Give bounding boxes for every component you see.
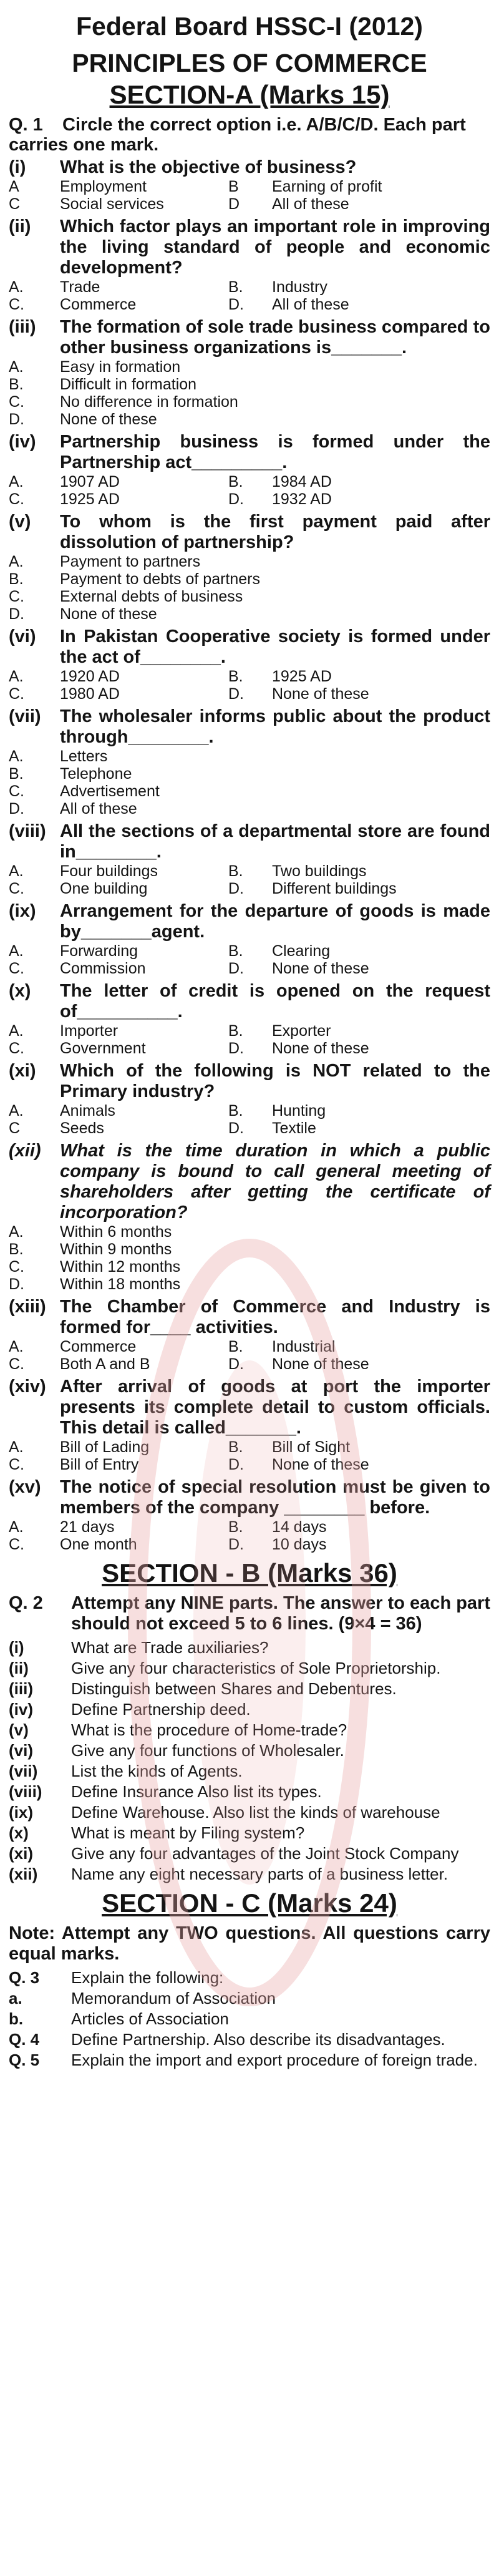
option-text: All of these [60,800,137,817]
part-number: (vi) [9,1741,33,1760]
option-text: Both A and B [60,1355,150,1373]
option-text: 1980 AD [60,685,120,703]
option-text: 1925 AD [60,490,120,508]
part-number: (xi) [9,1844,33,1863]
mcq-question: What is the objective of business? [60,157,357,177]
option-letter: B. [228,1102,243,1120]
mcq-item [9,1477,490,1553]
option-letter: D. [9,800,24,817]
option-text: Within 6 months [60,1223,172,1241]
section-a-title: SECTION-A (Marks 15) [109,80,390,109]
q2-parts [9,1638,490,1883]
mcq-options [9,1022,490,1057]
option-text: Within 12 months [60,1258,181,1276]
mcq-stem [9,1477,490,1518]
option-letter: D. [228,960,244,977]
option-text: Forwarding [60,942,138,960]
option-letter: C. [9,1040,24,1057]
mcq-options [9,942,490,977]
part-number: (x) [9,1823,29,1842]
q2-number: Q. 2 [9,1593,43,1613]
mcq-item [9,981,490,1057]
option-text: Bill of Entry [60,1456,139,1473]
q2-part [9,1782,490,1801]
mcq-stem [9,821,490,862]
part-number: (viii) [9,1782,42,1801]
part-text: Give any four functions of Wholesaler. [71,1741,344,1760]
option-letter: A. [9,942,24,960]
option-letter: D [228,195,240,213]
option-letter: D. [228,1355,244,1373]
option-text: Exporter [272,1022,331,1040]
option-text: Two buildings [272,862,367,880]
q2-part [9,1659,490,1677]
option-letter: B. [9,376,24,393]
section-c-note-text: Note: Attempt any TWO questions. All questions carry equal marks. [9,1923,490,1964]
option-letter: D. [228,880,244,897]
part-text: Define Warehouse. Also list the kinds of warehouse [71,1803,440,1822]
q2-part [9,1844,490,1863]
item-text: Explain the following: [71,1968,224,1987]
option-letter: B. [228,942,243,960]
mcq-stem [9,432,490,473]
mcq-item [9,512,490,623]
section-c-item [9,1989,490,2008]
option-letter: B [228,178,239,195]
mcq-question: All the sections of a departmental store are found in________. [60,821,490,862]
option-text: 10 days [272,1536,327,1553]
option-letter: D. [228,1120,244,1137]
option-letter: D. [228,490,244,508]
mcq-item [9,1061,490,1137]
section-c-items [9,1968,490,2069]
mcq-options [9,1518,490,1553]
option-letter: A. [9,862,24,880]
mcq-item [9,317,490,428]
option-text: Importer [60,1022,119,1040]
section-b-title: SECTION - B (Marks 36) [102,1558,397,1588]
option-letter: C. [9,685,24,703]
option-text: Payment to partners [60,553,201,570]
option-text: Industrial [272,1338,336,1355]
option-letter: D. [9,1276,24,1293]
mcq-stem [9,981,490,1022]
option-letter: B. [228,1438,243,1456]
mcq-number: (ix) [9,901,36,921]
section-c-item [9,2009,490,2028]
part-text: Define Insurance Also list its types. [71,1782,322,1801]
option-letter: D. [9,605,24,623]
option-text: Social services [60,195,164,213]
option-letter: C [9,1120,21,1137]
option-letter: B. [228,1338,243,1355]
option-text: None of these [272,685,369,703]
option-letter: A [9,178,19,195]
mcq-stem [9,157,490,178]
mcq-question: Partnership business is formed under the Partnership act_________. [60,432,490,472]
mcq-options [9,473,490,508]
option-text: Letters [60,748,108,765]
option-letter: D. [228,296,244,313]
section-c-item [9,2030,490,2049]
mcq-number: (x) [9,981,31,1001]
mcq-number: (xiii) [9,1297,46,1317]
q2-text: Attempt any NINE parts. The answer to each part should not exceed 5 to 6 lines. (9×4 = 36) [71,1593,490,1634]
option-letter: B. [9,570,24,588]
mcq-options [9,1438,490,1473]
option-letter: C [9,195,21,213]
option-text: 1920 AD [60,668,120,685]
option-text: Within 9 months [60,1241,172,1258]
mcq-options [9,668,490,703]
mcq-question: In Pakistan Cooperative society is formed under the act of________. [60,627,490,667]
mcq-number: (vi) [9,627,36,646]
mcq-number: (xii) [9,1141,41,1161]
part-number: (iv) [9,1700,33,1719]
part-number: (ii) [9,1659,29,1677]
option-letter: D. [228,1040,244,1057]
mcq-list [9,157,490,1553]
part-text: Name any eight necessary parts of a business letter. [71,1865,448,1883]
part-text: What is meant by Filing system? [71,1823,305,1842]
option-text: Earning of profit [272,178,382,195]
option-letter: B. [228,1022,243,1040]
option-letter: C. [9,296,24,313]
option-letter: A. [9,1223,24,1241]
option-letter: B. [9,765,24,783]
mcq-options [9,862,490,897]
option-letter: A. [9,553,24,570]
option-text: None of these [60,605,157,623]
option-text: No difference in formation [60,393,238,411]
mcq-number: (xv) [9,1477,41,1497]
mcq-options [9,178,490,213]
mcq-question: The letter of credit is opened on the request of__________. [60,981,490,1022]
option-letter: C. [9,490,24,508]
option-letter: A. [9,748,24,765]
mcq-number: (v) [9,512,31,532]
option-text: Easy in formation [60,358,181,376]
option-text: Seeds [60,1120,104,1137]
option-letter: C. [9,880,24,897]
option-text: Employment [60,178,147,195]
option-letter: B. [228,668,243,685]
option-text: Hunting [272,1102,326,1120]
option-letter: A. [9,1102,24,1120]
option-text: Industry [272,278,327,296]
option-text: None of these [272,960,369,977]
mcq-stem [9,1377,490,1438]
part-number: (ix) [9,1803,33,1822]
mcq-options [9,1338,490,1373]
option-text: Clearing [272,942,331,960]
option-text: Payment to debts of partners [60,570,261,588]
q2-part [9,1741,490,1760]
option-text: 1932 AD [272,490,332,508]
option-text: External debts of business [60,588,243,605]
option-letter: D. [9,411,24,428]
section-c-item [9,1968,490,1987]
option-letter: A. [9,1022,24,1040]
part-number: (i) [9,1638,24,1657]
mcq-options [9,278,490,313]
mcq-question: Which factor plays an important role in improving the living standard of people and economic development? [60,217,490,278]
q2-part [9,1865,490,1883]
option-letter: C. [9,783,24,800]
mcq-number: (iii) [9,317,36,337]
option-letter: B. [228,278,243,296]
part-text: Distinguish between Shares and Debentures. [71,1679,397,1698]
option-text: Bill of Sight [272,1438,351,1456]
option-text: Trade [60,278,100,296]
q2-part [9,1803,490,1822]
mcq-number: (xiv) [9,1377,46,1397]
option-letter: C. [9,1536,24,1553]
section-c-item [9,2051,490,2069]
mcq-options [9,1223,490,1293]
mcq-stem [9,1061,490,1102]
mcq-question: The notice of special resolution must be given to members of the company ________ before. [60,1477,490,1518]
mcq-options [9,358,490,428]
item-number: b. [9,2009,24,2028]
mcq-item [9,217,490,313]
mcq-question: Which of the following is NOT related to the Primary industry? [60,1061,490,1101]
option-letter: C. [9,960,24,977]
mcq-stem [9,706,490,748]
item-text: Explain the import and export procedure of foreign trade. [71,2051,478,2069]
item-text: Memorandum of Association [71,1989,276,2008]
q2-heading [9,1593,490,1634]
part-number: (v) [9,1720,29,1739]
q2-part [9,1720,490,1739]
option-letter: A. [9,473,24,490]
option-text: Four buildings [60,862,158,880]
option-letter: A. [9,358,24,376]
part-text: List the kinds of Agents. [71,1762,243,1780]
mcq-item [9,1377,490,1473]
item-number: a. [9,1989,22,2008]
option-text: Within 18 months [60,1276,181,1293]
mcq-item [9,821,490,897]
item-text: Define Partnership. Also describe its disadvantages. [71,2030,445,2049]
mcq-question: The wholesaler informs public about the product through________. [60,706,490,747]
section-c-note [9,1923,490,1964]
option-text: Animals [60,1102,115,1120]
option-text: Telephone [60,765,132,783]
option-letter: C. [9,1258,24,1276]
mcq-stem [9,217,490,278]
mcq-question: What is the time duration in which a public company is bound to call general meeting of shareholders after getting the certificate of incorporation? [60,1141,490,1222]
q2-part [9,1638,490,1657]
option-text: 1925 AD [272,668,332,685]
mcq-number: (vii) [9,706,41,726]
mcq-number: (ii) [9,217,31,237]
subject-title: PRINCIPLES OF COMMERCE [72,49,427,77]
option-letter: C. [9,588,24,605]
option-letter: C. [9,1355,24,1373]
option-text: Government [60,1040,146,1057]
q2-part [9,1700,490,1719]
item-number: Q. 3 [9,1968,40,1987]
option-text: Textile [272,1120,316,1137]
mcq-stem [9,1297,490,1338]
board-title: Federal Board HSSC-I (2012) [76,12,423,41]
option-text: Commission [60,960,146,977]
part-number: (iii) [9,1679,33,1698]
option-text: Difficult in formation [60,376,197,393]
part-text: What is the procedure of Home-trade? [71,1720,347,1739]
q2-part [9,1679,490,1698]
option-letter: A. [9,1338,24,1355]
option-letter: D. [228,685,244,703]
option-text: 21 days [60,1518,115,1536]
mcq-number: (i) [9,157,26,177]
option-text: None of these [272,1456,369,1473]
item-number: Q. 4 [9,2030,40,2049]
option-letter: C. [9,393,24,411]
q1-instruction [9,115,490,155]
option-text: None of these [272,1355,369,1373]
mcq-options [9,748,490,817]
mcq-item [9,706,490,817]
option-text: One building [60,880,148,897]
q2-part [9,1762,490,1780]
mcq-question: To whom is the first payment paid after dissolution of partnership? [60,512,490,552]
option-text: 1984 AD [272,473,332,490]
mcq-question: After arrival of goods at port the importer presents its complete detail to custom officials. This detail is called_______. [60,1377,490,1438]
mcq-item [9,157,490,213]
option-text: Different buildings [272,880,397,897]
mcq-stem [9,627,490,668]
option-letter: B. [9,1241,24,1258]
option-letter: B. [228,862,243,880]
option-text: All of these [272,296,349,313]
part-number: (xii) [9,1865,38,1883]
mcq-question: Arrangement for the departure of goods is made by_______agent. [60,901,490,942]
option-text: All of these [272,195,349,213]
item-number: Q. 5 [9,2051,40,2069]
part-number: (vii) [9,1762,38,1780]
option-letter: D. [228,1456,244,1473]
q2-part [9,1823,490,1842]
option-text: Commerce [60,1338,137,1355]
option-letter: B. [228,1518,243,1536]
mcq-stem [9,1141,490,1223]
option-letter: A. [9,1518,24,1536]
part-text: Give any four advantages of the Joint Stock Company [71,1844,459,1863]
item-text: Articles of Association [71,2009,229,2028]
option-text: Bill of Lading [60,1438,150,1456]
mcq-number: (viii) [9,821,46,841]
option-text: Commerce [60,296,137,313]
option-letter: A. [9,1438,24,1456]
mcq-question: The Chamber of Commerce and Industry is formed for____ activities. [60,1297,490,1337]
mcq-item [9,1141,490,1293]
option-text: 14 days [272,1518,327,1536]
option-text: None of these [60,411,157,428]
option-letter: B. [228,473,243,490]
part-text: What are Trade auxiliaries? [71,1638,269,1657]
mcq-options [9,1102,490,1137]
option-letter: A. [9,278,24,296]
option-text: 1907 AD [60,473,120,490]
option-letter: C. [9,1456,24,1473]
mcq-number: (xi) [9,1061,36,1081]
mcq-item [9,432,490,508]
option-text: Advertisement [60,783,160,800]
mcq-item [9,1297,490,1373]
part-text: Give any four characteristics of Sole Proprietorship. [71,1659,441,1677]
mcq-question: The formation of sole trade business compared to other business organizations is_______. [60,317,490,358]
section-c-title: SECTION - C (Marks 24) [102,1888,397,1918]
q1-number: Q. 1 [9,115,43,135]
option-text: None of these [272,1040,369,1057]
mcq-item [9,901,490,977]
mcq-number: (iv) [9,432,36,452]
q1-text: Circle the correct option i.e. A/B/C/D. Each part carries one mark. [9,115,466,155]
option-letter: A. [9,668,24,685]
part-text: Define Partnership deed. [71,1700,251,1719]
option-text: One month [60,1536,137,1553]
mcq-stem [9,901,490,942]
mcq-item [9,627,490,703]
mcq-stem [9,512,490,553]
mcq-stem [9,317,490,358]
option-letter: D. [228,1536,244,1553]
mcq-options [9,553,490,623]
